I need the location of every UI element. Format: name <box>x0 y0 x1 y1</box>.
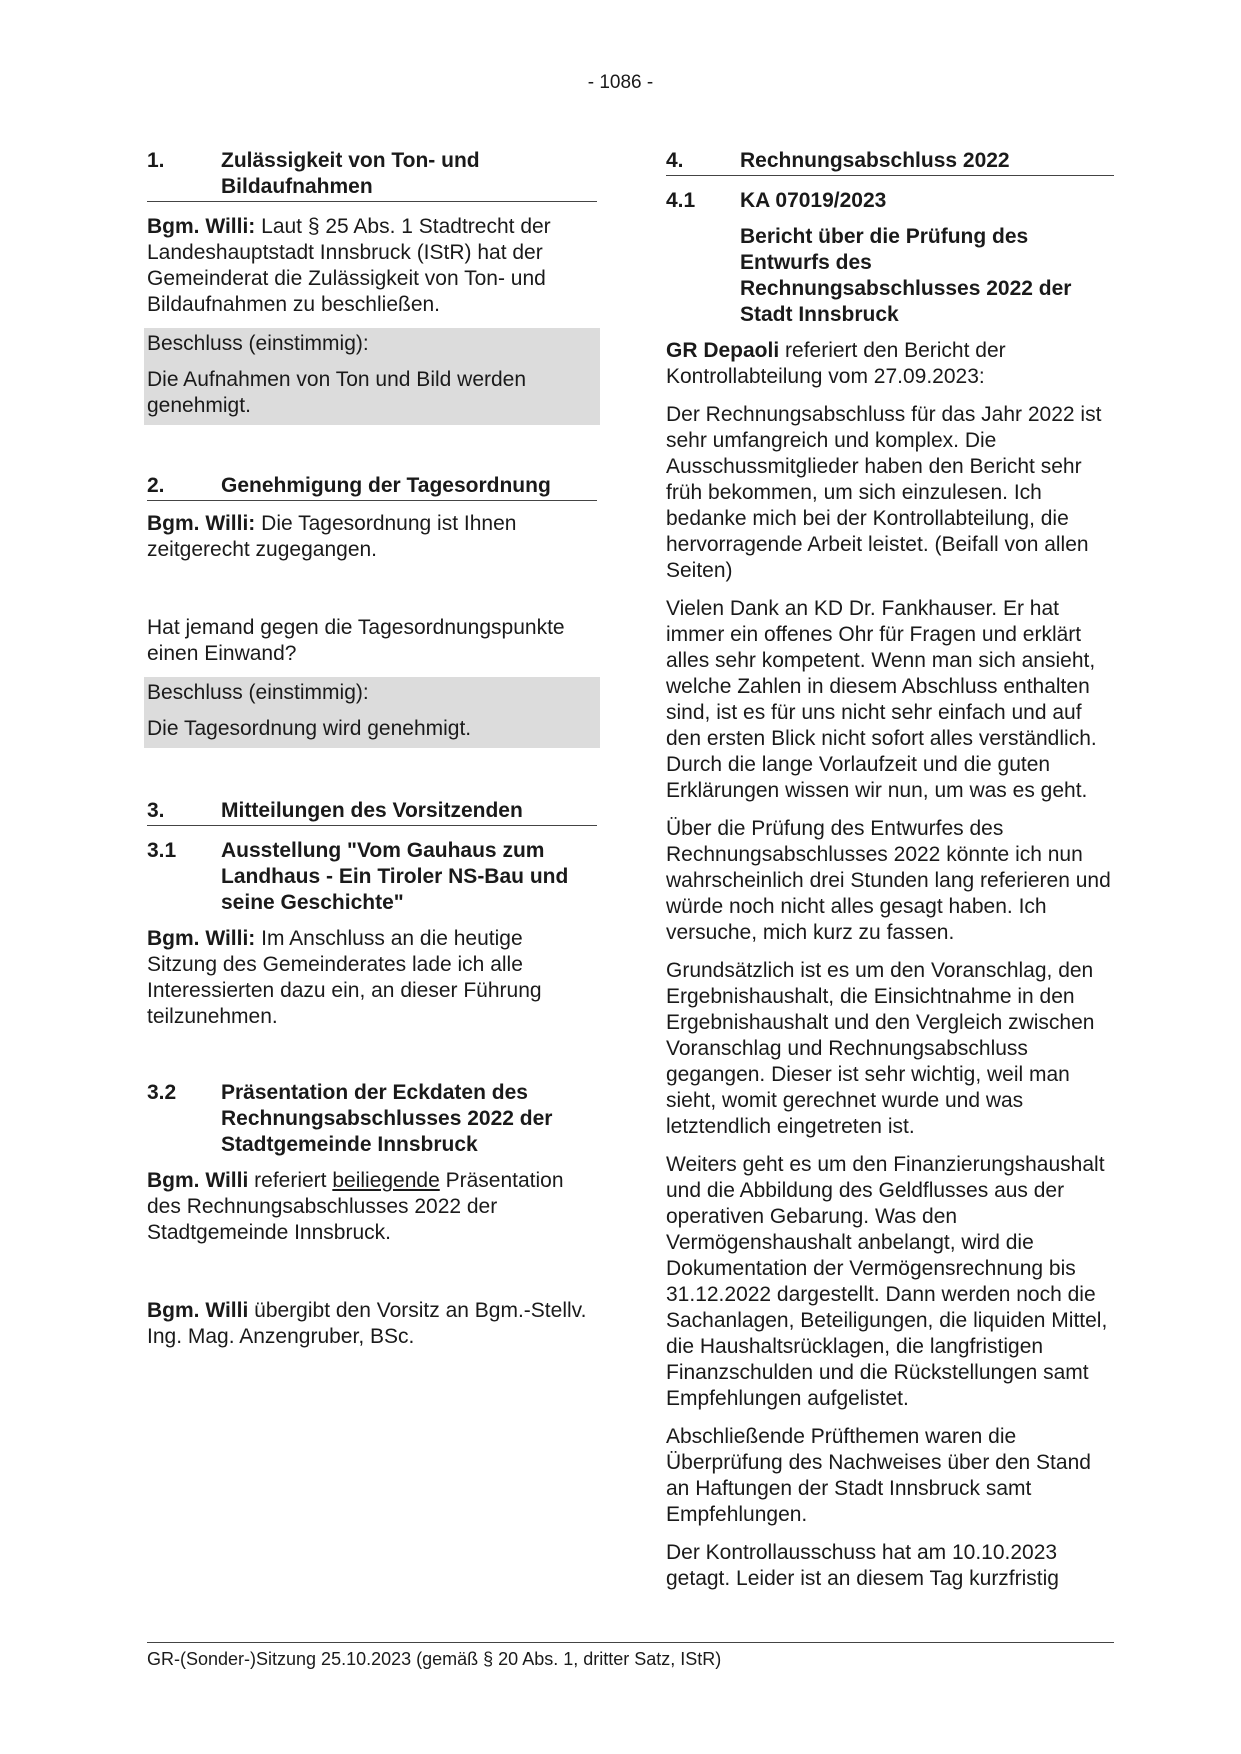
section-number: 4.1 <box>666 189 696 212</box>
decision-box <box>144 677 600 748</box>
decision-text: Die Aufnahmen von Ton und Bild werden genehmigt. <box>147 368 527 417</box>
paragraph-text: Die Tagesordnung ist Ihnen zeitgerecht zugegangen. <box>147 512 517 561</box>
section-4-1-title <box>666 224 1114 328</box>
paragraph <box>666 338 1114 390</box>
speaker-name: GR Depaoli <box>666 339 780 362</box>
section-title: Rechnungsabschluss 2022 <box>740 149 1010 172</box>
decision-box <box>144 328 600 425</box>
decision-label: Beschluss (einstimmig): <box>147 332 369 355</box>
report-paragraph: Über die Prüfung des Entwurfes des Rechnungsabschlusses 2022 könnte ich nun wahrscheinlich drei Stunden lang referieren und würde noch nicht alles gesagt haben. Ich versuche, mich kurz zu fassen. <box>666 817 1111 944</box>
decision-text: Die Tagesordnung wird genehmigt. <box>147 717 472 740</box>
right-column <box>666 148 1114 1592</box>
paragraph <box>147 214 597 318</box>
section-number: 4. <box>666 149 684 172</box>
section-3-2-heading <box>147 1080 597 1158</box>
page-footer: GR-(Sonder-)Sitzung 25.10.2023 (gemäß § 20 Abs. 1, dritter Satz, IStR) <box>147 1642 1114 1670</box>
report-paragraph: Grundsätzlich ist es um den Voranschlag, den Ergebnishaushalt, die Einsichtnahme in den Ergebnishaushalt und den Vergleich zwischen Voranschlag und Rechnungsabschluss gegangen. Dieser ist sehr wichtig, weil man sieht, womit gerechnet wurde und was letztendlich eingetreten ist. <box>666 959 1095 1138</box>
report-paragraph: Vielen Dank an KD Dr. Fankhauser. Er hat immer ein offenes Ohr für Fragen und erklärt alles sehr kompetent. Wenn man sich ansieht, welche Zahlen in diesem Abschluss enthalten sind, ist es für uns nicht sehr einfach und auf den ersten Blick nicht sofort alles verständlich. Durch die lange Vorlaufzeit und die guten Erklärungen wissen wir nun, um was es geht. <box>666 597 1097 802</box>
document-code: KA 07019/2023 <box>740 189 887 212</box>
page-number: - 1086 - <box>587 72 654 93</box>
section-number: 3.1 <box>147 839 177 862</box>
report-paragraph: Der Kontrollausschuss hat am 10.10.2023 getagt. Leider ist an diesem Tag kurzfristig <box>666 1541 1059 1590</box>
left-column <box>147 148 597 1350</box>
section-title: Präsentation der Eckdaten des Rechnungsabschlusses 2022 der Stadtgemeinde Innsbruck <box>221 1081 553 1156</box>
section-number: 3.2 <box>147 1081 177 1104</box>
section-3-1-heading <box>147 838 597 916</box>
attachment-link[interactable]: beiliegende <box>332 1169 440 1192</box>
section-number: 1. <box>147 149 165 172</box>
report-paragraph: Der Rechnungsabschluss für das Jahr 2022 ist sehr umfangreich und komplex. Die Ausschussmitglieder haben den Bericht sehr früh bekommen, um sich einzulesen. Ich bedanke mich bei der Kontrollabteilung, die hervorragende Arbeit leistet. (Beifall von allen Seiten) <box>666 403 1102 582</box>
speaker-name: Bgm. Willi: <box>147 215 256 238</box>
section-title: Mitteilungen des Vorsitzenden <box>221 799 523 822</box>
paragraph-text: Im Anschluss an die heutige Sitzung des Gemeinderates lade ich alle Interessierten dazu ein, an dieser Führung teilzunehmen. <box>147 927 542 1028</box>
paragraph <box>147 511 597 563</box>
paragraph-text: Laut § 25 Abs. 1 Stadtrecht der Landeshauptstadt Innsbruck (IStR) hat der Gemeinderat die Zulässigkeit von Ton- und Bildaufnahmen zu beschließen. <box>147 215 551 316</box>
section-4-1-heading <box>666 188 1114 214</box>
section-number: 3. <box>147 799 165 822</box>
report-paragraph: Weiters geht es um den Finanzierungshaushalt und die Abbildung des Geldflusses aus der operativen Gebarung. Was den Vermögenshaushalt anbelangt, wird die Dokumentation der Vermögensrechnung bis 31.12.2022 dargestellt. Dann werden noch die Sachanlagen, Beteiligungen, die liquiden Mittel, die Haushaltsrücklagen, die langfristigen Finanzschulden und die Rückstellungen samt Empfehlungen aufgelistet. <box>666 1153 1108 1410</box>
paragraph: Hat jemand gegen die Tagesordnungspunkte einen Einwand? <box>147 616 565 665</box>
speaker-name: Bgm. Willi <box>147 1169 249 1192</box>
decision-label: Beschluss (einstimmig): <box>147 681 369 704</box>
section-4-heading <box>666 148 1114 176</box>
section-number: 2. <box>147 474 165 497</box>
section-title: Zulässigkeit von Ton- und Bildaufnahmen <box>221 149 480 198</box>
report-paragraphs <box>666 402 1114 1592</box>
section-title: Genehmigung der Tagesordnung <box>221 474 551 497</box>
section-2-heading <box>147 473 597 501</box>
speaker-name: Bgm. Willi <box>147 1299 249 1322</box>
section-1-heading <box>147 148 597 202</box>
speaker-name: Bgm. Willi: <box>147 927 256 950</box>
paragraph <box>147 1168 597 1246</box>
paragraph-text: übergibt den Vorsitz an Bgm.-Stellv. Ing. Mag. Anzengruber, BSc. <box>147 1299 587 1348</box>
section-title: Ausstellung "Vom Gauhaus zum Landhaus - Ein Tiroler NS-Bau und seine Geschichte" <box>221 839 569 914</box>
paragraph-text: referiert <box>248 1169 333 1192</box>
paragraph-text: Präsentation des Rechnungsabschlusses 2022 der Stadtgemeinde Innsbruck. <box>147 1169 564 1244</box>
paragraph <box>147 926 597 1030</box>
section-3-heading <box>147 798 597 826</box>
section-title: Bericht über die Prüfung des Entwurfs des Rechnungsabschlusses 2022 der Stadt Innsbruck <box>740 225 1072 326</box>
paragraph-text: referiert den Bericht der Kontrollabteilung vom 27.09.2023: <box>666 339 1006 388</box>
speaker-name: Bgm. Willi: <box>147 512 256 535</box>
report-paragraph: Abschließende Prüfthemen waren die Überprüfung des Nachweises über den Stand an Haftungen der Stadt Innsbruck samt Empfehlungen. <box>666 1425 1091 1526</box>
paragraph <box>147 1298 597 1350</box>
